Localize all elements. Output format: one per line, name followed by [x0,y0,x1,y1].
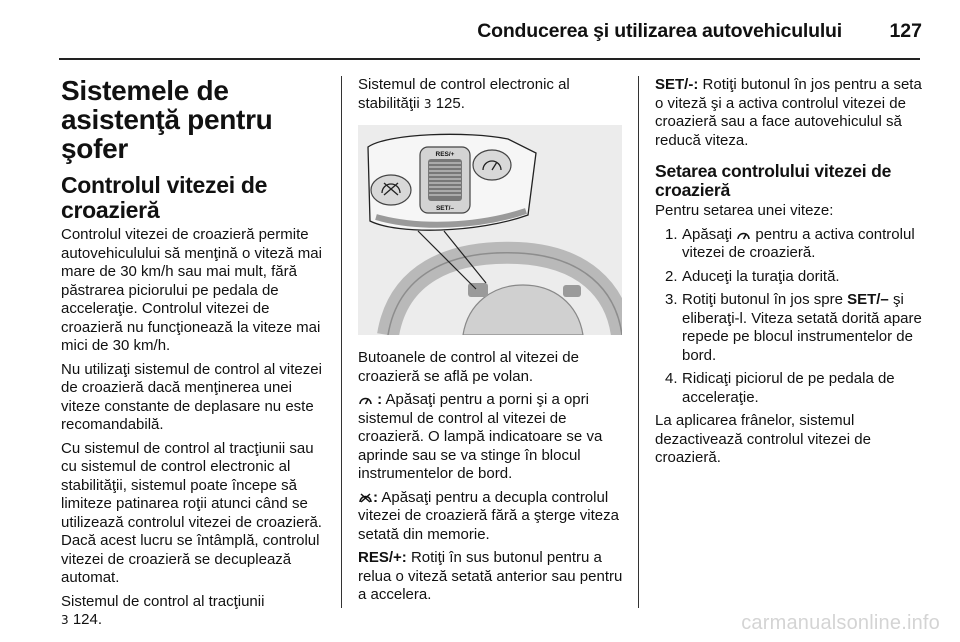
step-text: pentru a activa controlul vitezei de croazieră. [682,225,915,261]
cross-reference-icon: 3 [423,96,432,111]
column-divider-1 [341,76,342,608]
paragraph: Pentru setarea unei viteze: [655,202,834,219]
cross-reference-icon: 3 [61,613,69,627]
paragraph [655,76,923,150]
step-text: Apăsaţi [682,225,733,243]
step-number: 2. [665,267,678,285]
cancel-cruise-label: : [373,488,378,506]
watermark: carmanualsonline.info [741,612,940,634]
set-minus-term: SET/-: [655,76,699,93]
column-1 [61,76,329,635]
paragraph [358,549,626,605]
steps-list [655,226,923,408]
header-rule [59,58,920,60]
step-text: şi eliberaţi-l. Viteza setată dorită apare repede pe blocul instrumentelor de bord. [682,291,922,364]
cross-reference-page[interactable]: 124. [72,611,103,628]
paragraph: Nu utilizaţi sistemul de control al vitezei de croazieră dacă menţinerea unei viteze constante de deplasare nu este recomandabilă. [61,360,322,433]
paragraph-text: Apăsaţi pentru a porni şi a opri sistemul de control al vitezei de croazieră. O lampă indicatoare se va aprinde sau se va stinge în blocul instrumentelor de bord. [358,391,603,482]
cruise-control-icon [358,393,373,406]
list-item [655,291,923,365]
paragraph: La aplicarea frânelor, sistemul dezactivează controlul vitezei de croazieră. [655,412,871,466]
page-number: 127 [889,20,922,42]
subheading: Setarea controlului vitezei de croazieră [655,161,892,200]
steering-wheel-controls-figure [358,125,622,335]
step-text: Ridicaţi piciorul de pe pedala de acceleraţie. [682,370,895,406]
paragraph: Butoanele de control al vitezei de croazieră se află pe volan. [358,349,579,385]
paragraph [358,76,626,113]
res-plus-term: RES/+: [358,549,407,566]
set-minus-label: SET/– [435,205,455,212]
paragraph [358,489,626,545]
section-title: Sistemele de asistenţă pentru şofer [61,75,273,164]
step-number: 1. [665,225,678,243]
step-number: 4. [665,370,678,387]
steering-wheel-illustration [358,125,622,335]
res-plus-label: RES/+ [435,151,455,158]
paragraph-text: Rotiţi butonul în jos pentru a seta o viteză şi a activa controlul vitezei de croazieră sau a face autovehiculul să reducă viteza. [655,76,922,149]
list-item [655,226,923,263]
step-number: 3. [665,291,678,308]
cruise-control-icon [736,228,751,241]
paragraph: Controlul vitezei de croazieră permite autovehiculului să menţină o viteză mai mare de 30 km/h sau mai mult, fără păstrarea piciorului pe pedala de acceleraţie. Controlul vitezei de croazieră nu funcţionează la viteze mai mici de 30 km/h. [61,226,322,354]
column-3 [655,76,923,473]
set-minus-term: SET/– [847,291,889,308]
list-item [655,370,923,407]
column-divider-2 [638,76,639,608]
cruise-control-label: : [373,391,383,408]
paragraph-text: Rotiţi în sus butonul pentru a relua o viteză setată anterior sau pentru a accelera. [358,549,623,603]
column-2 [358,76,626,610]
paragraph [358,391,626,484]
paragraph [61,593,329,630]
running-header: Conducerea şi utilizarea autovehiculului [477,20,842,42]
paragraph-text: Apăsaţi pentru a decupla controlul vitezei de croazieră fără a şterge viteza setată din memorie. [358,488,619,543]
cross-reference-page[interactable]: 125. [435,94,465,112]
step-text: Aduceţi la turaţia dorită. [682,267,840,285]
paragraph-text: Sistemul de control electronic al stabilităţii [358,76,570,112]
step-text: Rotiţi butonul în jos spre [682,291,843,308]
subsection-title: Controlul vitezei de croazieră [61,172,268,223]
list-item [655,268,923,287]
paragraph-text: Sistemul de control al tracţiunii [61,592,265,610]
cancel-cruise-icon [358,491,373,504]
paragraph: Cu sistemul de control al tracţiunii sau cu sistemul de control electronic al stabilităţii, sistemul poate începe să limiteze patinarea roţii atunci când se utilizează controlul vitezei de croazieră. Dacă acest lucru se întâmplă, controlul vitezei de croazieră se decuplează automat. [61,439,322,586]
